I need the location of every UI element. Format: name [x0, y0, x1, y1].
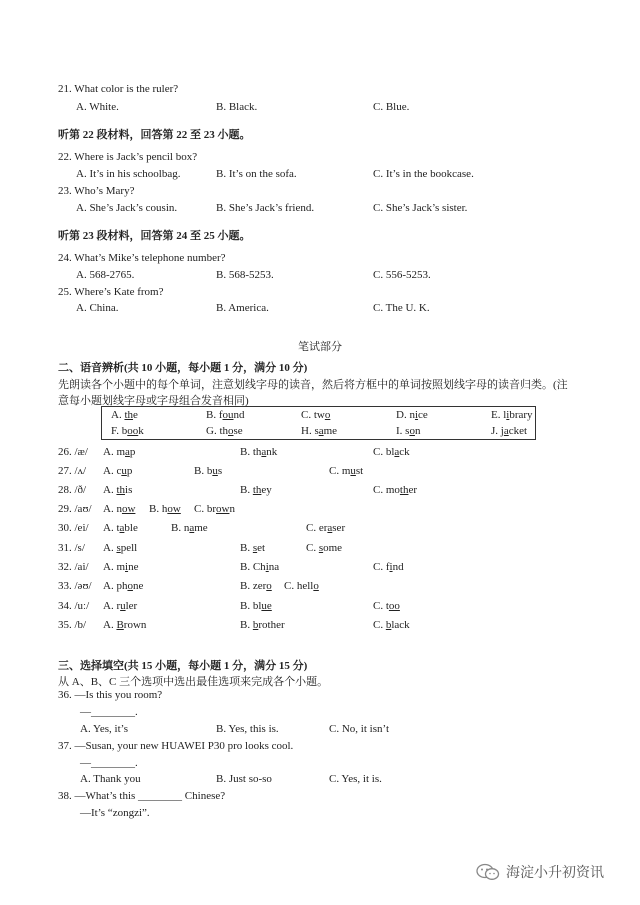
q25-option-a: A. China. [76, 302, 119, 314]
q34-option-b: B. blue [240, 600, 272, 612]
watermark-text: 海淀小升初资讯 [506, 865, 604, 881]
q38-stem: 38. —What’s this ________ Chinese? [58, 790, 226, 802]
q37-option-c: C. Yes, it is. [329, 773, 382, 785]
q22-option-b: B. It’s on the sofa. [216, 168, 297, 180]
q25-option-b: B. America. [216, 302, 269, 314]
q37-blank: —________. [80, 757, 138, 769]
word-box-row-2 [102, 423, 536, 440]
q33-option-b: B. zero [240, 580, 272, 592]
q36-option-b: B. Yes, this is. [216, 723, 279, 735]
box-word-f: F. book [111, 425, 144, 437]
q35-option-a: A. Brown [103, 619, 147, 631]
q25-option-c: C. The U. K. [373, 302, 430, 314]
box-word-g: G. those [206, 425, 243, 437]
q33-option-c: C. hello [284, 580, 319, 592]
q33-num: 33. /əʊ/ [58, 580, 92, 592]
q28-option-a: A. this [103, 484, 133, 496]
q32-option-a: A. mine [103, 561, 139, 573]
box-word-c: C. two [301, 409, 331, 421]
q37-option-b: B. Just so-so [216, 773, 272, 785]
q21-option-b: B. Black. [216, 101, 258, 113]
q36-stem: 36. —Is this you room? [58, 689, 163, 701]
box-word-b: B. found [206, 409, 245, 421]
q30-option-b: B. name [171, 522, 208, 534]
q28-num: 28. /ð/ [58, 484, 87, 496]
box-word-a: A. the [111, 409, 138, 421]
q21-option-c: C. Blue. [373, 101, 410, 113]
q23-option-a: A. She’s Jack’s cousin. [76, 202, 178, 214]
q34-option-c: C. too [373, 600, 400, 612]
q23-stem: 23. Who’s Mary? [58, 185, 135, 197]
q31-num: 31. /s/ [58, 542, 85, 554]
q21-option-a: A. White. [76, 101, 119, 113]
q33-option-a: A. phone [103, 580, 144, 592]
q27-num: 27. /ʌ/ [58, 465, 87, 477]
section3-desc: 从 A、B、C 三个选项中选出最佳选项来完成各个小题。 [58, 676, 329, 688]
q26-option-c: C. black [373, 446, 410, 458]
q28-option-b: B. they [240, 484, 272, 496]
q35-num: 35. /b/ [58, 619, 87, 631]
box-word-e: E. library [491, 409, 533, 421]
q21-stem: 21. What color is the ruler? [58, 83, 179, 95]
q23-option-c: C. She’s Jack’s sister. [373, 202, 468, 214]
box-word-j: J. jacket [491, 425, 528, 437]
box-word-d: D. nice [396, 409, 428, 421]
q24-option-a: A. 568-2765. [76, 269, 135, 281]
word-box [101, 406, 536, 440]
q32-num: 32. /ai/ [58, 561, 89, 573]
q26-option-b: B. thank [240, 446, 278, 458]
section2-desc-line1: 先朗读各个小题中的每个单词，注意划线字母的读音，然后将方框中的单词按照划线字母的读音归类。(注 [58, 379, 568, 391]
q30-option-a: A. table [103, 522, 138, 534]
q27-option-b: B. bus [194, 465, 223, 477]
q28-option-c: C. mother [373, 484, 418, 496]
q34-num: 34. /uː/ [58, 600, 90, 612]
q35-option-c: C. black [373, 619, 410, 631]
q32-option-b: B. China [240, 561, 280, 573]
watermark [476, 862, 604, 882]
q24-option-c: C. 556-5253. [373, 269, 431, 281]
q26-num: 26. /æ/ [58, 446, 88, 458]
wechat-icon [476, 863, 500, 881]
q26-option-a: A. map [103, 446, 136, 458]
q32-option-c: C. find [373, 561, 404, 573]
q22-stem: 22. Where is Jack’s pencil box? [58, 151, 198, 163]
box-word-h: H. same [301, 425, 338, 437]
q24-stem: 24. What’s Mike’s telephone number? [58, 252, 226, 264]
q22-option-c: C. It’s in the bookcase. [373, 168, 474, 180]
instruction-23: 听第 23 段材料，回答第 24 至 25 小题。 [58, 230, 251, 242]
q31-option-c: C. some [306, 542, 343, 554]
q31-option-a: A. spell [103, 542, 138, 554]
q29-num: 29. /aʊ/ [58, 503, 92, 515]
q27-option-c: C. must [329, 465, 364, 477]
q31-option-b: B. set [240, 542, 266, 554]
q36-option-a: A. Yes, it’s [80, 723, 128, 735]
q36-option-c: C. No, it isn’t [329, 723, 390, 735]
q38-answer: —It’s “zongzi”. [80, 807, 150, 819]
q24-option-b: B. 568-5253. [216, 269, 274, 281]
q37-stem: 37. —Susan, your new HUAWEI P30 pro looks cool. [58, 740, 294, 752]
q23-option-b: B. She’s Jack’s friend. [216, 202, 315, 214]
q36-blank: —________. [80, 706, 138, 718]
word-box-row-1 [102, 407, 536, 424]
q35-option-b: B. brother [240, 619, 285, 631]
q25-stem: 25. Where’s Kate from? [58, 286, 164, 298]
q37-option-a: A. Thank you [80, 773, 141, 785]
section2-desc-line2: 意每小题划线字母或字母组合发音相同) [58, 395, 249, 407]
instruction-22: 听第 22 段材料，回答第 22 至 23 小题。 [58, 129, 251, 141]
q30-option-c: C. eraser [306, 522, 346, 534]
q27-option-a: A. cup [103, 465, 133, 477]
q34-option-a: A. ruler [103, 600, 138, 612]
section2-title: 二、语音辨析(共 10 小题，每小题 1 分，满分 10 分) [58, 362, 308, 374]
q29-option-a: A. now [103, 503, 136, 515]
box-word-i: I. son [396, 425, 421, 437]
q29-option-c: C. brown [194, 503, 235, 515]
q22-option-a: A. It’s in his schoolbag. [76, 168, 181, 180]
written-section-title: 笔试部分 [298, 341, 342, 353]
q30-num: 30. /ei/ [58, 522, 89, 534]
q29-option-b: B. how [149, 503, 181, 515]
section3-title: 三、选择填空(共 15 小题，每小题 1 分，满分 15 分) [58, 660, 308, 672]
